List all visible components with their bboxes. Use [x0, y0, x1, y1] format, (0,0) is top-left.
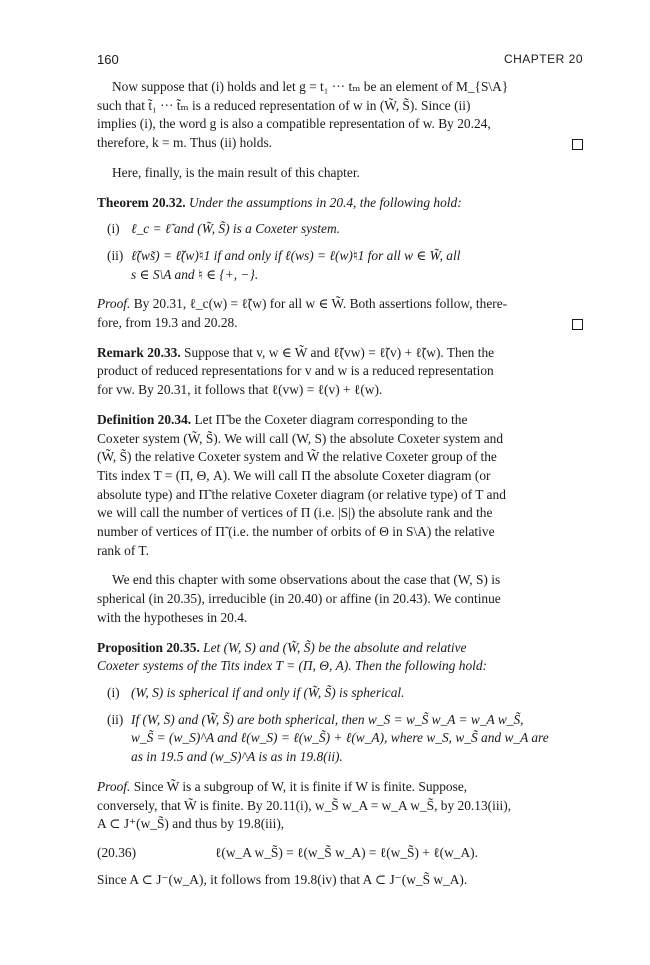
- proof-1: Proof. By 20.31, ℓ_c(w) = ℓ̃(w) for all w ∈ W̃. Both assertions follow, there- fore, from 19.3 and 20.28.: [97, 295, 583, 332]
- proof-label: Proof.: [97, 296, 131, 312]
- page-body: [97, 78, 583, 890]
- running-header: [97, 52, 583, 68]
- qed-box-icon: [572, 319, 583, 330]
- page-number: 160: [97, 52, 119, 67]
- theorem-label: Theorem 20.32.: [97, 194, 186, 210]
- remark-label: Remark 20.33.: [97, 344, 181, 360]
- definition-label: Definition 20.34.: [97, 411, 192, 427]
- equation-number: (20.36): [97, 844, 137, 860]
- proposition-item-ii: (ii) If (W, S) and (W̃, S̃) are both spherical, then w_S = w_S̃ w_A = w_A w_S̃, w_S̃ = (w_S)^A and ℓ(w_S) = ℓ(w_S̃) + ℓ(w_A), where w_S, w_S̃ and w_A are as in 19.5 and (w_S)^A is as in 19.8(ii).: [107, 711, 549, 765]
- definition-20-34: Definition 20.34. Let Π̃ be the Coxeter diagram corresponding to the Coxeter system (W̃, S̃). We will call (W, S) the absolute Coxeter system and (W̃, S̃) the relative Coxeter system and W̃ the relative Coxeter group of the Tits index T = (Π, Θ, A). We will call Π the absolute Coxeter diagram (or absolute type) and Π̃ the relative Coxeter diagram (or relative type) of T and we will call the number of vertices of Π (i.e. |S|) the absolute rank and the number of vertices of Π̃ (i.e. the number of orbits of Θ in S\A) the relative rank of T.: [97, 411, 506, 558]
- qed-box-icon: [572, 139, 583, 150]
- theorem-statement: Under the assumptions in 20.4, the following hold:: [189, 194, 462, 210]
- paragraph-1: Now suppose that (i) holds and let g = t₁ ··· tₘ be an element of M_{S\A} such that t̃₁ ··· t̃ₘ is a reduced representation of w in (W̃, S̃). Since (ii) implies (i), the word g is also a compatible representation of w. By 20.24, therefore, k = m. Thus (ii) holds.: [97, 78, 583, 153]
- proposition-item-i: (i) (W, S) is spherical if and only if (W̃, S̃) is spherical.: [107, 684, 405, 700]
- paragraph-2: Here, finally, is the main result of this chapter.: [112, 164, 360, 180]
- theorem-item-ii: (ii) ℓ̃(ws̃) = ℓ̃(w)♮1 if and only if ℓ(ws) = ℓ(w)♮1 for all w ∈ W̃, all s ∈ S\A and ♮ ∈ {+, −}.: [107, 247, 461, 282]
- theorem-item-i: (i) ℓ_c = ℓ̃ and (W̃, S̃) is a Coxeter system.: [107, 221, 340, 237]
- theorem-20-32: [97, 194, 583, 213]
- equation-20-36: [97, 844, 583, 863]
- equation-body: ℓ(w_A w_S̃) = ℓ(w_S̃ w_A) = ℓ(w_S̃) + ℓ(w_A).: [215, 844, 478, 860]
- proposition-label: Proposition 20.35.: [97, 639, 200, 655]
- paragraph-3: We end this chapter with some observations about the case that (W, S) is spherical (in 20.35), irreducible (in 20.40) or affine (in 20.43). We continue with the hypotheses in 20.4.: [97, 572, 501, 625]
- proposition-20-35: Proposition 20.35. Let (W, S) and (W̃, S̃) be the absolute and relative Coxeter systems of the Tits index T = (Π, Θ, A). Then the following hold:: [97, 639, 488, 674]
- remark-20-33: Remark 20.33. Suppose that v, w ∈ W̃ and ℓ̃(vw) = ℓ̃(v) + ℓ̃(w). Then the product of reduced representations for v and w is a reduced representation for vw. By 20.31, it follows that ℓ(vw) = ℓ(v) + ℓ(w).: [97, 344, 495, 398]
- last-line: Since A ⊂ J⁻(w_A), it follows from 19.8(iv) that A ⊂ J⁻(w_S̃ w_A).: [97, 871, 468, 887]
- chapter-title: CHAPTER 20: [503, 52, 583, 66]
- proof-label: Proof.: [97, 778, 131, 794]
- proof-2: Proof. Since W̃ is a subgroup of W, it is finite if W is finite. Suppose, conversely, that W̃ is finite. By 20.11(i), w_S̃ w_A = w_A w_S̃, by 20.13(iii), A ⊂ J⁺(w_S̃) and thus by 19.8(iii),: [97, 778, 512, 832]
